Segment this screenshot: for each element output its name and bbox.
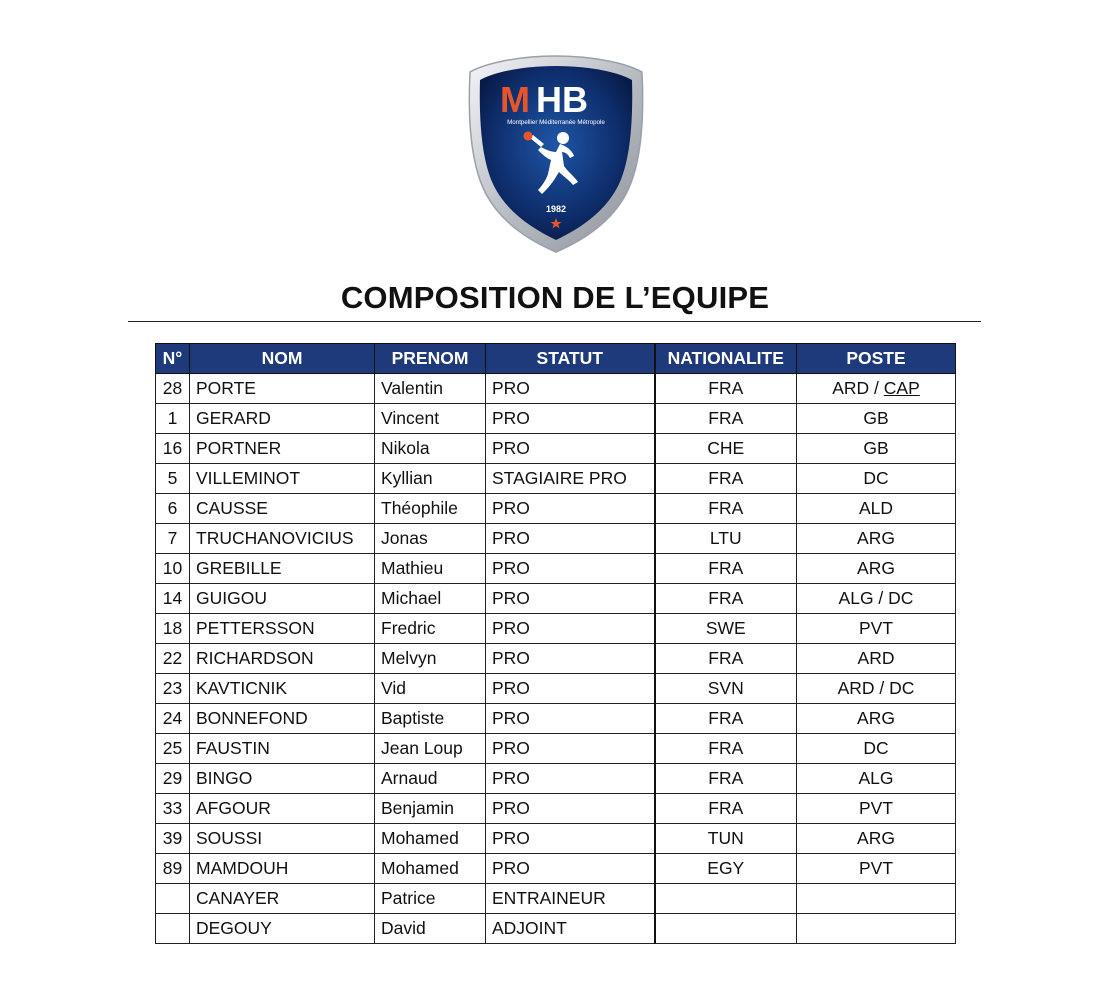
cell-statut bbox=[486, 794, 655, 824]
cell-statut-text: PRO bbox=[492, 558, 530, 578]
cell-num-text: 89 bbox=[162, 858, 183, 878]
table-row bbox=[156, 824, 956, 854]
cell-num bbox=[156, 404, 190, 434]
cell-nom bbox=[190, 614, 375, 644]
cell-nationalite-text: SVN bbox=[707, 678, 744, 698]
cell-nom bbox=[190, 404, 375, 434]
cell-statut bbox=[486, 884, 655, 914]
cell-poste bbox=[797, 764, 956, 794]
cell-statut bbox=[486, 914, 655, 944]
table-row bbox=[156, 854, 956, 884]
cell-num bbox=[156, 824, 190, 854]
cell-statut-text: STAGIAIRE PRO bbox=[492, 468, 627, 488]
header-prenom: PRENOM bbox=[375, 344, 486, 374]
cell-statut bbox=[486, 464, 655, 494]
cell-nationalite bbox=[655, 794, 797, 824]
cell-statut-text: PRO bbox=[492, 438, 530, 458]
cell-prenom-text: Melvyn bbox=[381, 648, 437, 668]
cell-nom-text: KAVTICNIK bbox=[196, 678, 288, 698]
table-header-row bbox=[156, 344, 956, 374]
cell-poste bbox=[797, 374, 956, 404]
cell-statut-text: PRO bbox=[492, 588, 530, 608]
cell-prenom bbox=[375, 584, 486, 614]
cell-statut-text: PRO bbox=[492, 858, 530, 878]
cell-num-text: 7 bbox=[167, 528, 178, 548]
cell-num bbox=[156, 854, 190, 884]
title-divider bbox=[128, 321, 981, 322]
cell-nom-text: RICHARDSON bbox=[196, 648, 314, 668]
cell-nationalite-text: FRA bbox=[708, 708, 744, 728]
logo-brand-m: M bbox=[500, 79, 530, 120]
cell-poste bbox=[797, 554, 956, 584]
cell-poste-text: ARD bbox=[857, 648, 895, 668]
cell-nom bbox=[190, 734, 375, 764]
cell-nationalite-text: FRA bbox=[708, 498, 744, 518]
cell-num-text: 39 bbox=[162, 828, 183, 848]
cell-prenom bbox=[375, 464, 486, 494]
cell-nom bbox=[190, 854, 375, 884]
cell-num-text: 5 bbox=[167, 468, 178, 488]
cell-nom-text: AFGOUR bbox=[196, 798, 271, 818]
cell-poste-text: GB bbox=[863, 408, 889, 428]
cell-nationalite-text: FRA bbox=[708, 468, 744, 488]
cell-prenom-text: Michael bbox=[381, 588, 442, 608]
cell-prenom-text: David bbox=[381, 918, 426, 938]
table-row bbox=[156, 764, 956, 794]
cell-statut-text: PRO bbox=[492, 828, 530, 848]
cell-nom bbox=[190, 434, 375, 464]
cell-nationalite bbox=[655, 434, 797, 464]
cell-statut bbox=[486, 554, 655, 584]
cell-num-text: 25 bbox=[162, 738, 183, 758]
cell-statut bbox=[486, 614, 655, 644]
table-row bbox=[156, 584, 956, 614]
cell-prenom bbox=[375, 614, 486, 644]
cell-statut-text: PRO bbox=[492, 378, 530, 398]
cell-poste-text: ALG / DC bbox=[838, 588, 914, 608]
cell-prenom-text: Jean Loup bbox=[381, 738, 463, 758]
cell-nom-text: BONNEFOND bbox=[196, 708, 308, 728]
logo-brand-hb: HB bbox=[536, 79, 588, 120]
cell-poste bbox=[797, 914, 956, 944]
cell-nationalite bbox=[655, 644, 797, 674]
cell-prenom-text: Vincent bbox=[381, 408, 440, 428]
table-row bbox=[156, 494, 956, 524]
table-row bbox=[156, 674, 956, 704]
table-row bbox=[156, 884, 956, 914]
header-statut: STATUT bbox=[486, 344, 655, 374]
cell-poste bbox=[797, 494, 956, 524]
cell-poste-text: PVT bbox=[858, 618, 894, 638]
cell-nom-text: GREBILLE bbox=[196, 558, 282, 578]
cell-nationalite-text: SWE bbox=[705, 618, 746, 638]
cell-nom bbox=[190, 644, 375, 674]
cell-poste bbox=[797, 734, 956, 764]
cell-statut-text: ADJOINT bbox=[492, 918, 567, 938]
table-row bbox=[156, 434, 956, 464]
cell-statut bbox=[486, 824, 655, 854]
cell-prenom-text: Patrice bbox=[381, 888, 436, 908]
cell-nom bbox=[190, 674, 375, 704]
cell-num bbox=[156, 704, 190, 734]
cell-prenom bbox=[375, 434, 486, 464]
captain-marker: CAP bbox=[883, 378, 920, 398]
cell-nationalite bbox=[655, 764, 797, 794]
cell-statut bbox=[486, 434, 655, 464]
cell-num bbox=[156, 434, 190, 464]
cell-prenom bbox=[375, 524, 486, 554]
table-row bbox=[156, 644, 956, 674]
cell-poste-text: PVT bbox=[858, 858, 894, 878]
cell-nom-text: CANAYER bbox=[196, 888, 280, 908]
cell-statut bbox=[486, 854, 655, 884]
cell-statut-text: PRO bbox=[492, 648, 530, 668]
cell-statut bbox=[486, 584, 655, 614]
logo-subtitle: Montpellier Méditerranée Métropole bbox=[507, 119, 605, 126]
cell-prenom-text: Baptiste bbox=[381, 708, 445, 728]
cell-nationalite-text: CHE bbox=[707, 438, 745, 458]
cell-nom bbox=[190, 554, 375, 584]
header-num: N° bbox=[156, 344, 190, 374]
cell-nom-text: BINGO bbox=[196, 768, 253, 788]
cell-num bbox=[156, 764, 190, 794]
cell-statut-text: PRO bbox=[492, 408, 530, 428]
table-row bbox=[156, 554, 956, 584]
cell-num-text: 23 bbox=[162, 678, 183, 698]
cell-nom-text: DEGOUY bbox=[196, 918, 272, 938]
cell-nationalite-text: FRA bbox=[708, 768, 744, 788]
cell-nom bbox=[190, 824, 375, 854]
cell-poste bbox=[797, 404, 956, 434]
cell-nationalite-text: FRA bbox=[708, 588, 744, 608]
club-logo bbox=[466, 54, 646, 254]
cell-poste bbox=[797, 704, 956, 734]
cell-prenom-text: Théophile bbox=[381, 498, 458, 518]
cell-prenom bbox=[375, 914, 486, 944]
cell-statut-text: PRO bbox=[492, 768, 530, 788]
cell-nom bbox=[190, 494, 375, 524]
cell-nationalite-text: FRA bbox=[708, 648, 744, 668]
cell-poste bbox=[797, 884, 956, 914]
cell-prenom-text: Valentin bbox=[381, 378, 443, 398]
cell-num-text: 24 bbox=[162, 708, 183, 728]
cell-prenom bbox=[375, 674, 486, 704]
cell-poste-text: ALD bbox=[858, 498, 894, 518]
cell-nationalite bbox=[655, 494, 797, 524]
cell-nationalite-text: FRA bbox=[708, 738, 744, 758]
cell-prenom-text: Vid bbox=[381, 678, 406, 698]
cell-prenom bbox=[375, 374, 486, 404]
table-row bbox=[156, 374, 956, 404]
cell-nationalite bbox=[655, 824, 797, 854]
handball-ball-icon bbox=[524, 132, 533, 141]
cell-nationalite-text: LTU bbox=[709, 528, 742, 548]
cell-nationalite bbox=[655, 584, 797, 614]
cell-statut-text: PRO bbox=[492, 798, 530, 818]
cell-prenom-text: Mathieu bbox=[381, 558, 444, 578]
cell-poste-text: ARD / bbox=[832, 378, 884, 398]
cell-nationalite bbox=[655, 914, 797, 944]
cell-nationalite bbox=[655, 734, 797, 764]
cell-num bbox=[156, 914, 190, 944]
cell-poste-text: ARG bbox=[857, 828, 895, 848]
cell-poste-text: ALG bbox=[858, 768, 894, 788]
cell-nom-text: MAMDOUH bbox=[196, 858, 289, 878]
cell-statut-text: PRO bbox=[492, 528, 530, 548]
cell-nationalite-text: FRA bbox=[708, 408, 744, 428]
cell-statut bbox=[486, 524, 655, 554]
cell-prenom-text: Benjamin bbox=[381, 798, 454, 818]
cell-nationalite bbox=[655, 464, 797, 494]
cell-prenom bbox=[375, 494, 486, 524]
cell-nationalite bbox=[655, 554, 797, 584]
team-roster-table bbox=[155, 343, 956, 944]
cell-num bbox=[156, 374, 190, 404]
cell-prenom bbox=[375, 734, 486, 764]
table-row bbox=[156, 704, 956, 734]
cell-nationalite bbox=[655, 404, 797, 434]
cell-nationalite bbox=[655, 704, 797, 734]
cell-prenom-text: Kyllian bbox=[381, 468, 433, 488]
cell-prenom bbox=[375, 854, 486, 884]
cell-nom bbox=[190, 584, 375, 614]
cell-nom-text: CAUSSE bbox=[196, 498, 268, 518]
cell-statut-text: PRO bbox=[492, 678, 530, 698]
cell-nom bbox=[190, 704, 375, 734]
cell-num bbox=[156, 584, 190, 614]
cell-poste-text: GB bbox=[863, 438, 889, 458]
cell-nom-text: PORTNER bbox=[196, 438, 282, 458]
cell-num-text: 1 bbox=[167, 408, 178, 428]
cell-poste-text: ARG bbox=[857, 708, 895, 728]
cell-statut bbox=[486, 674, 655, 704]
cell-prenom bbox=[375, 704, 486, 734]
cell-statut bbox=[486, 644, 655, 674]
cell-num bbox=[156, 644, 190, 674]
cell-poste-text: PVT bbox=[858, 798, 894, 818]
cell-num-text: 33 bbox=[162, 798, 183, 818]
cell-num bbox=[156, 494, 190, 524]
cell-nom-text: PETTERSSON bbox=[196, 618, 315, 638]
cell-statut bbox=[486, 764, 655, 794]
cell-nom bbox=[190, 764, 375, 794]
table-row bbox=[156, 914, 956, 944]
cell-num-text: 28 bbox=[162, 378, 183, 398]
cell-poste bbox=[797, 434, 956, 464]
cell-poste-text: DC bbox=[863, 468, 889, 488]
table-row bbox=[156, 734, 956, 764]
cell-nationalite bbox=[655, 674, 797, 704]
cell-nom-text: GERARD bbox=[196, 408, 271, 428]
cell-poste bbox=[797, 464, 956, 494]
cell-prenom bbox=[375, 884, 486, 914]
table-row bbox=[156, 614, 956, 644]
cell-poste bbox=[797, 854, 956, 884]
cell-statut bbox=[486, 404, 655, 434]
header-nationalite: NATIONALITE bbox=[655, 344, 797, 374]
cell-nationalite-text: FRA bbox=[708, 798, 744, 818]
cell-nationalite bbox=[655, 884, 797, 914]
cell-poste bbox=[797, 794, 956, 824]
cell-nom-text: PORTE bbox=[196, 378, 256, 398]
cell-num bbox=[156, 674, 190, 704]
table-row bbox=[156, 794, 956, 824]
cell-nationalite bbox=[655, 524, 797, 554]
cell-poste bbox=[797, 674, 956, 704]
cell-nationalite-text: TUN bbox=[707, 828, 744, 848]
cell-statut bbox=[486, 374, 655, 404]
cell-statut-text: PRO bbox=[492, 738, 530, 758]
cell-poste bbox=[797, 644, 956, 674]
cell-prenom-text: Fredric bbox=[381, 618, 436, 638]
cell-statut bbox=[486, 494, 655, 524]
cell-nom-text: TRUCHANOVICIUS bbox=[196, 528, 354, 548]
cell-nom bbox=[190, 794, 375, 824]
page-title: COMPOSITION DE L’EQUIPE bbox=[340, 280, 770, 315]
cell-statut-text: PRO bbox=[492, 708, 530, 728]
table-body bbox=[156, 374, 956, 944]
cell-statut-text: ENTRAINEUR bbox=[492, 888, 606, 908]
table-row bbox=[156, 404, 956, 434]
cell-num-text: 14 bbox=[162, 588, 183, 608]
cell-nom bbox=[190, 524, 375, 554]
cell-num bbox=[156, 794, 190, 824]
cell-poste-text: ARG bbox=[857, 558, 895, 578]
cell-prenom-text: Mohamed bbox=[381, 858, 459, 878]
cell-statut-text: PRO bbox=[492, 618, 530, 638]
cell-num-text: 16 bbox=[162, 438, 183, 458]
cell-poste bbox=[797, 524, 956, 554]
cell-num bbox=[156, 734, 190, 764]
cell-nom-text: VILLEMINOT bbox=[196, 468, 301, 488]
cell-poste-text: ARD / DC bbox=[837, 678, 915, 698]
cell-num-text: 18 bbox=[162, 618, 183, 638]
cell-nom-text: GUIGOU bbox=[196, 588, 267, 608]
logo-year: 1982 bbox=[545, 204, 567, 214]
cell-prenom bbox=[375, 554, 486, 584]
cell-num-text: 10 bbox=[162, 558, 183, 578]
cell-num-text: 6 bbox=[167, 498, 178, 518]
cell-nom bbox=[190, 374, 375, 404]
cell-nationalite bbox=[655, 614, 797, 644]
cell-nom-text: FAUSTIN bbox=[196, 738, 270, 758]
cell-prenom-text: Mohamed bbox=[381, 828, 459, 848]
cell-statut bbox=[486, 734, 655, 764]
cell-prenom-text: Jonas bbox=[381, 528, 428, 548]
cell-statut-text: PRO bbox=[492, 498, 530, 518]
cell-nationalite-text: FRA bbox=[708, 558, 744, 578]
header-poste: POSTE bbox=[797, 344, 956, 374]
cell-nom bbox=[190, 914, 375, 944]
cell-num bbox=[156, 554, 190, 584]
cell-prenom-text: Arnaud bbox=[381, 768, 438, 788]
cell-prenom bbox=[375, 644, 486, 674]
cell-num bbox=[156, 464, 190, 494]
table-row bbox=[156, 464, 956, 494]
cell-prenom bbox=[375, 794, 486, 824]
cell-prenom bbox=[375, 404, 486, 434]
cell-num-text: 29 bbox=[162, 768, 183, 788]
cell-nationalite-text: EGY bbox=[707, 858, 745, 878]
cell-num-text: 22 bbox=[162, 648, 183, 668]
table-row bbox=[156, 524, 956, 554]
cell-prenom-text: Nikola bbox=[381, 438, 430, 458]
cell-poste bbox=[797, 584, 956, 614]
cell-nationalite-text: FRA bbox=[708, 378, 744, 398]
cell-poste-text: ARG bbox=[857, 528, 895, 548]
cell-nationalite bbox=[655, 374, 797, 404]
cell-prenom bbox=[375, 824, 486, 854]
cell-poste-text: DC bbox=[863, 738, 889, 758]
header-nom: NOM bbox=[190, 344, 375, 374]
cell-num bbox=[156, 524, 190, 554]
cell-num bbox=[156, 614, 190, 644]
cell-num bbox=[156, 884, 190, 914]
cell-prenom bbox=[375, 764, 486, 794]
cell-nationalite bbox=[655, 854, 797, 884]
cell-poste bbox=[797, 614, 956, 644]
cell-nom-text: SOUSSI bbox=[196, 828, 263, 848]
cell-statut bbox=[486, 704, 655, 734]
cell-nom bbox=[190, 464, 375, 494]
cell-poste bbox=[797, 824, 956, 854]
cell-nom bbox=[190, 884, 375, 914]
